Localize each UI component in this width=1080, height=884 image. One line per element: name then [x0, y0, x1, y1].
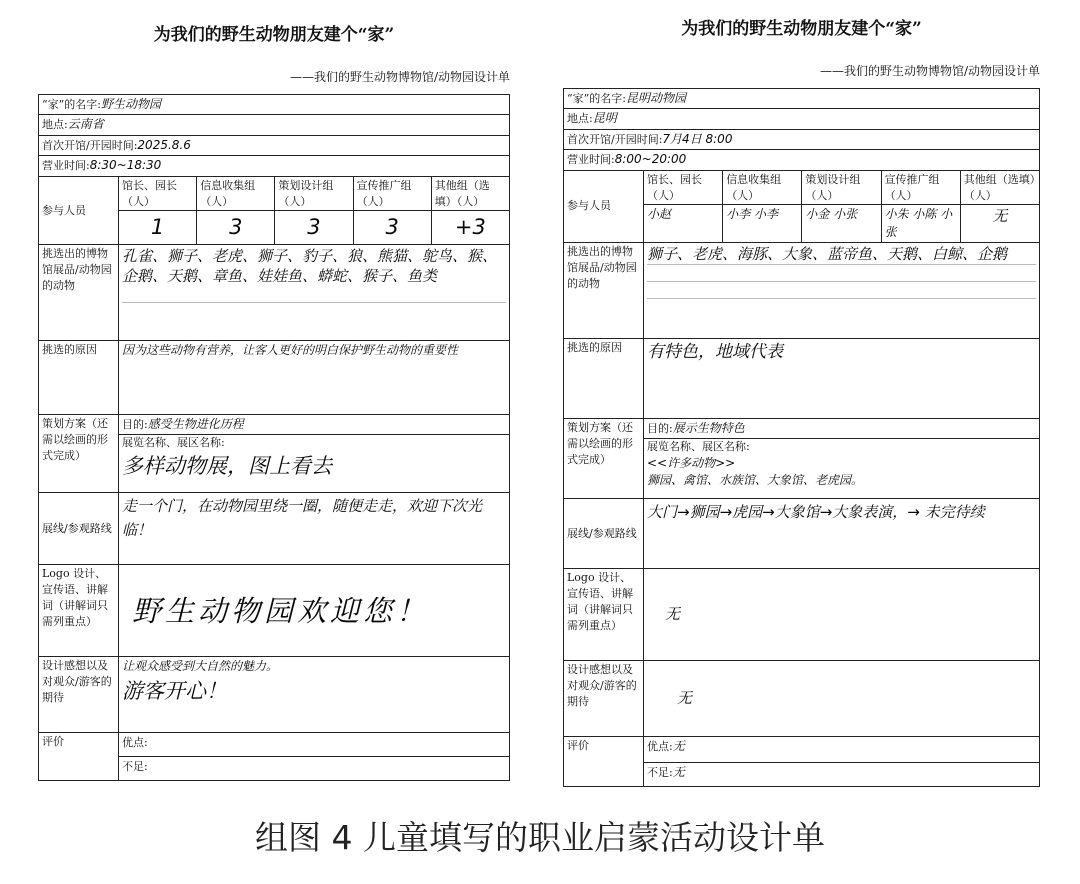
left-role-count-3: 3	[385, 215, 399, 240]
right-hours-label: 营业时间:	[567, 153, 615, 167]
left-role-1: 信息收集组（人）	[197, 176, 275, 211]
right-goal-label: 目的:	[647, 422, 673, 436]
right-feel-label: 设计感想以及对观众/游客的期待	[564, 661, 644, 737]
left-role-count-2: 3	[307, 215, 321, 240]
left-route-cell	[119, 493, 510, 565]
right-reason-value: 有特色，地域代表	[647, 342, 783, 363]
right-route-value: 大门→狮园→虎园→大象馆→大象表演，→ 未完待续	[647, 503, 985, 522]
left-hours-value: 8:30~18:30	[89, 158, 162, 173]
left-reason-cell	[119, 341, 510, 415]
right-feel-value: 无	[677, 688, 693, 707]
left-role-2: 策划设计组（人）	[275, 176, 353, 211]
left-route-label: 展线/参观路线	[39, 493, 119, 565]
right-logo-value: 无	[665, 604, 681, 623]
right-sheet-title: 为我们的野生动物朋友建个“家”	[681, 19, 922, 39]
right-exhibits-value: 狮子、老虎、海豚、大象、蓝帝鱼、天鹅、白鲸、企鹅	[647, 244, 1036, 265]
left-pros-cell	[119, 733, 510, 757]
left-exhibit-name-value: 多样动物展，图上看去	[122, 453, 332, 478]
right-feel-cell	[644, 661, 1040, 737]
left-participants-label: 参与人员	[39, 176, 119, 245]
right-cons-label: 不足:	[647, 766, 673, 780]
left-open-label: 首次开馆/开园时间:	[42, 138, 138, 152]
left-role-3: 宣传推广组（人）	[353, 176, 431, 211]
right-eval-label: 评价	[564, 737, 644, 787]
right-exhibits-rule-1	[647, 265, 1036, 282]
left-sheet-title: 为我们的野生动物朋友建个“家”	[153, 25, 395, 45]
right-route-cell	[644, 499, 1040, 569]
right-hours-row	[564, 150, 1040, 170]
left-exhibit-name-label: 展览名称、展区名称:	[122, 435, 225, 449]
left-logo-value: 野生动物园欢迎您！	[132, 593, 430, 628]
right-hours-value: 8:00~20:00	[614, 152, 687, 167]
right-exhibit-name-value: <<许多动物>>	[647, 455, 736, 470]
left-feel-cell	[119, 657, 510, 733]
left-reason-value: 因为这些动物有营养，让客人更好的明白保护野生动物的重要性	[122, 343, 459, 358]
right-reason-label: 挑选的原因	[564, 339, 644, 419]
right-role-3: 宣传推广组（人）	[881, 170, 960, 205]
left-feel-label: 设计感想以及对观众/游客的期待	[39, 657, 119, 733]
left-eval-label: 评价	[39, 733, 119, 781]
left-exhibits-rule	[122, 286, 506, 303]
right-role-count-1: 小李 小李	[726, 207, 779, 222]
right-exhibit-name-value-2: 狮园、禽馆、水族馆、大象馆、老虎园。	[647, 472, 864, 487]
right-cons-value: 无	[672, 765, 685, 780]
right-exhibits-rule-2	[647, 282, 1036, 299]
right-role-count-4: 无	[992, 207, 1008, 226]
left-sheet-subtitle: ——我们的野生动物博物馆/动物园设计单	[289, 70, 510, 84]
right-sheet	[563, 0, 1040, 790]
right-name-value: 昆明动物园	[625, 91, 686, 105]
left-role-count-1: 3	[229, 215, 243, 240]
right-logo-cell	[644, 569, 1040, 661]
right-role-count-3: 小朱 小陈 小张	[884, 207, 953, 239]
right-location-label: 地点:	[567, 112, 593, 126]
right-pros-cell	[644, 737, 1040, 763]
left-exhibits-cell	[119, 245, 510, 341]
right-participants-label: 参与人员	[564, 170, 644, 243]
left-name-value: 野生动物园	[100, 97, 161, 111]
right-plan-label: 策划方案（还需以绘画的形式完成）	[564, 419, 644, 499]
left-feel-value-1: 让观众感受到大自然的魅力。	[122, 659, 279, 674]
right-location-value: 昆明	[592, 111, 617, 126]
left-role-count-0: 1	[150, 215, 165, 240]
right-role-0: 馆长、园长（人）	[644, 170, 723, 205]
right-name-label: “家”的名字:	[567, 92, 626, 105]
right-cons-cell	[644, 763, 1040, 787]
right-exhibits-label: 挑选出的博物馆展品/动物园的动物	[564, 243, 644, 339]
right-role-2: 策划设计组（人）	[802, 170, 881, 205]
right-exhibits-cell	[644, 243, 1040, 339]
left-plan-label: 策划方案（还需以绘画的形式完成）	[39, 415, 119, 493]
left-exhibits-label: 挑选出的博物馆展品/动物园的动物	[39, 245, 119, 341]
left-pros-label: 优点:	[122, 736, 148, 750]
left-route-value: 走一个门，在动物园里绕一圈，随便走走，欢迎下次光临！	[122, 497, 483, 540]
left-name-label: “家”的名字:	[42, 98, 101, 111]
right-name-row	[564, 89, 1040, 109]
left-cons-label: 不足:	[122, 760, 148, 774]
left-logo-label: Logo 设计、宣传语、讲解词（讲解词只需列重点）	[39, 565, 119, 657]
left-cons-cell	[119, 757, 510, 781]
right-goal-value: 展示生物特色	[672, 421, 745, 436]
left-open-row	[39, 135, 510, 155]
right-open-value: 7月4日 8:00	[662, 131, 733, 146]
right-pros-value: 无	[672, 739, 685, 754]
left-goal-label: 目的:	[122, 418, 148, 432]
left-open-value: 2025.8.6	[137, 137, 191, 152]
right-exhibit-name-label: 展览名称、展区名称:	[647, 439, 750, 453]
left-sheet	[38, 10, 510, 790]
right-open-label: 首次开馆/开园时间:	[567, 132, 663, 146]
right-role-count-2: 小金 小张	[805, 207, 858, 222]
left-reason-label: 挑选的原因	[39, 341, 119, 415]
right-role-1: 信息收集组（人）	[723, 170, 802, 205]
left-hours-label: 营业时间:	[42, 159, 90, 173]
right-route-label: 展线/参观路线	[564, 499, 644, 569]
right-plan-cell	[644, 419, 1040, 499]
left-goal-value: 感受生物进化历程	[147, 417, 244, 432]
right-logo-label: Logo 设计、宣传语、讲解词（讲解词只需列重点）	[564, 569, 644, 661]
right-open-row	[564, 129, 1040, 149]
left-location-value: 云南省	[67, 117, 104, 132]
left-plan-cell	[119, 415, 510, 493]
right-pros-label: 优点:	[647, 740, 673, 754]
left-role-0: 馆长、园长（人）	[119, 176, 197, 211]
right-form-table	[563, 88, 1040, 787]
left-role-4: 其他组（选填）（人）	[431, 176, 509, 211]
left-name-row	[39, 95, 510, 115]
left-feel-value-2: 游客开心！	[122, 678, 227, 703]
right-reason-cell	[644, 339, 1040, 419]
left-exhibits-value: 孔雀、狮子、老虎、狮子、豹子、狼、熊猫、鸵鸟、猴、企鹅、天鹅、章鱼、娃娃鱼、蟒蛇、猴子、鱼类	[122, 247, 498, 286]
left-form-table	[38, 94, 510, 781]
right-role-count-0: 小赵	[647, 207, 672, 222]
left-logo-cell	[119, 565, 510, 657]
figure-caption: 组图 4 儿童填写的职业启蒙活动设计单	[255, 818, 825, 857]
left-location-row	[39, 115, 510, 135]
left-hours-row	[39, 156, 510, 176]
left-role-count-4: +3	[454, 215, 486, 240]
right-location-row	[564, 109, 1040, 129]
left-location-label: 地点:	[42, 118, 68, 132]
right-role-4: 其他组（选填）（人）	[960, 170, 1039, 205]
right-sheet-subtitle: ——我们的野生动物博物馆/动物园设计单	[819, 64, 1040, 78]
